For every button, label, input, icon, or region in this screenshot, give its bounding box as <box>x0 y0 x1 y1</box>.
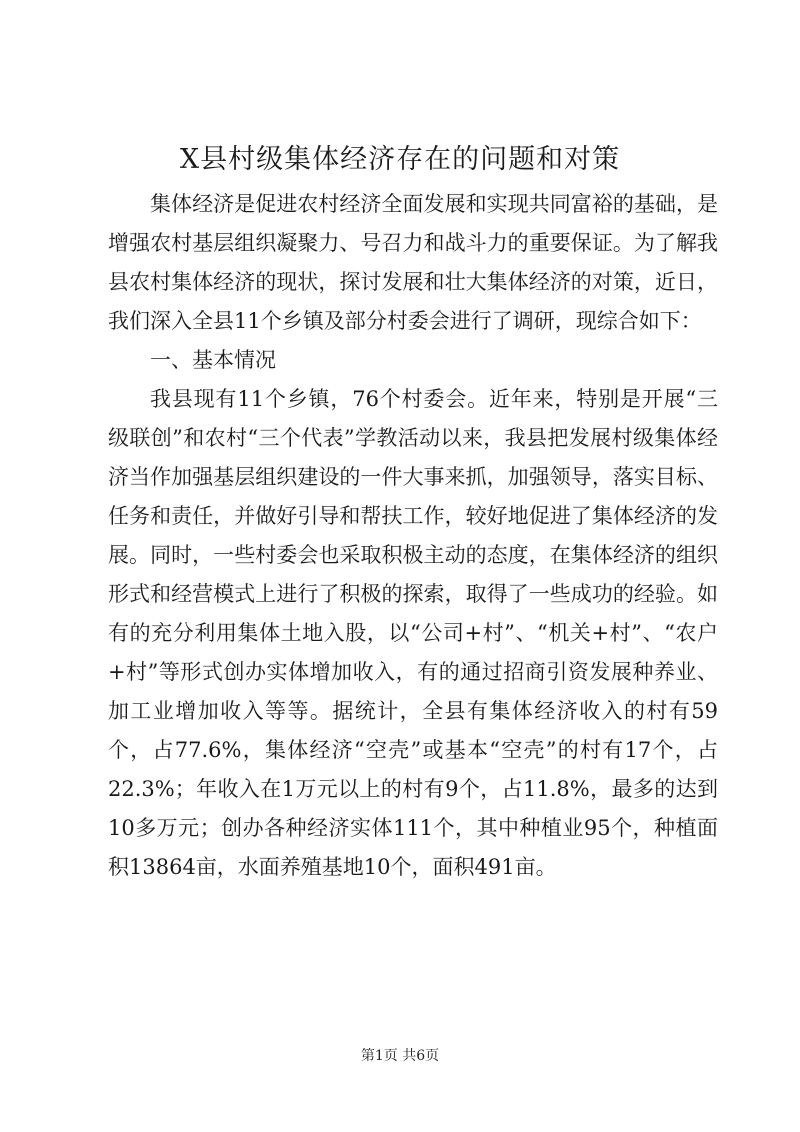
intro-paragraph: 集体经济是促进农村经济全面发展和实现共同富裕的基础，是增强农村基层组织凝聚力、号召力和战斗力的重要保证。为了解我县农村集体经济的现状，探讨发展和壮大集体经济的对策，近日，我们深入全县11个乡镇及部分村委会进行了调研，现综合如下： <box>108 192 718 333</box>
page-number-footer: 第1页 共6页 <box>360 1048 440 1064</box>
basic-situation-paragraph: 我县现有11个乡镇，76个村委会。近年来，特别是开展“三级联创”和农村“三个代表”学教活动以来，我县把发展村级集体经济当作加强基层组织建设的一件大事来抓，加强领导，落实目标、任务和责任，并做好引导和帮扶工作，较好地促进了集体经济的发展。同时，一些村委会也采取积极主动的态度，在集体经济的组织形式和经营模式上进行了积极的探索，取得了一些成功的经验。如有的充分利用集体土地入股，以“公司+村”、“机关+村”、“农户+村”等形式创办实体增加收入，有的通过招商引资发展种养业、加工业增加收入等等。据统计，全县有集体经济收入的村有59个，占77.6%，集体经济“空壳”或基本“空壳”的村有17个，占22.3%；年收入在1万元以上的村有9个，占11.8%，最多的达到10多万元；创办各种经济实体111个，其中种植业95个，种植面积13864亩，水面养殖基地10个，面积491亩。 <box>108 387 718 879</box>
section-heading: 一、基本情况 <box>150 348 276 372</box>
document-body <box>108 185 718 887</box>
document-title: X县村级集体经济存在的问题和对策 <box>179 144 621 175</box>
